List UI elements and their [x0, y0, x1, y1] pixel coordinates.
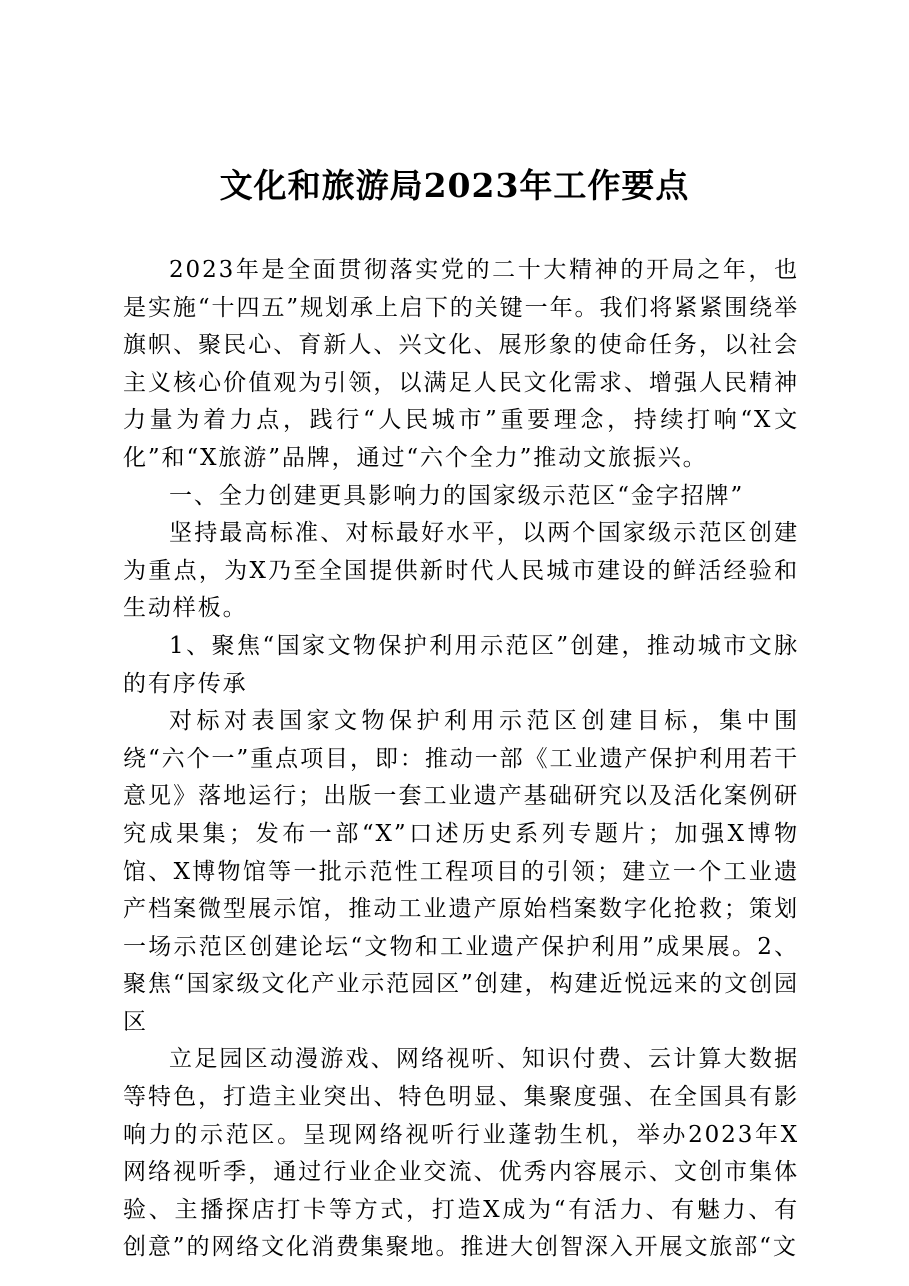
subsection-heading-1: 1、聚焦“国家文物保护利用示范区”创建，推动城市文脉的有序传承: [123, 632, 799, 697]
document-title: 文化和旅游局2023年工作要点: [219, 166, 690, 205]
subsection-1-paragraph: 对标对表国家文物保护利用示范区创建目标，集中围绕“六个一”重点项目，即：推动一部《工业遗产保护利用若干意见》落地运行；出版一套工业遗产基础研究以及活化案例研究成果集；发布一部“X”口述历史系列专题片；加强X博物馆、X博物馆等一批示范性工程项目的引领；建立一个工业遗产档案微型展示馆，推动工业遗产原始档案数字化抢救；策划一场示范区创建论坛“文物和工业遗产保护利用”成果展。2、聚焦“国家级文化产业示范园区”创建，构建近悦远来的文创园区: [123, 708, 799, 1035]
intro-paragraph: 2023年是全面贯彻落实党的二十大精神的开局之年，也是实施“十四五”规划承上启下的关键一年。我们将紧紧围绕举旗帜、聚民心、育新人、兴文化、展形象的使命任务，以社会主义核心价值观为引领，以满足人民文化需求、增强人民精神力量为着力点，践行“人民城市”重要理念，持续打响“X文化”和“X旅游”品牌，通过“六个全力”推动文旅振兴。: [123, 257, 799, 471]
section-1-paragraph: 坚持最高标准、对标最好水平，以两个国家级示范区创建为重点，为X乃至全国提供新时代人民城市建设的鲜活经验和生动样板。: [123, 520, 799, 622]
section-heading-1: 一、全力创建更具影响力的国家级示范区“金字招牌”: [169, 482, 745, 509]
subsection-2-paragraph: 立足园区动漫游戏、网络视听、知识付费、云计算大数据等特色，打造主业突出、特色明显、集聚度强、在全国具有影响力的示范区。呈现网络视听行业蓬勃生机，举办2023年X网络视听季，通过行业企业交流、优秀内容展示、文创市集体验、主播探店打卡等方式，打造X成为“有活力、有魅力、有创意”的网络文化消费集聚地。推进大创智深入开展文旅部“文: [123, 1046, 799, 1261]
document-body: [123, 252, 799, 1267]
